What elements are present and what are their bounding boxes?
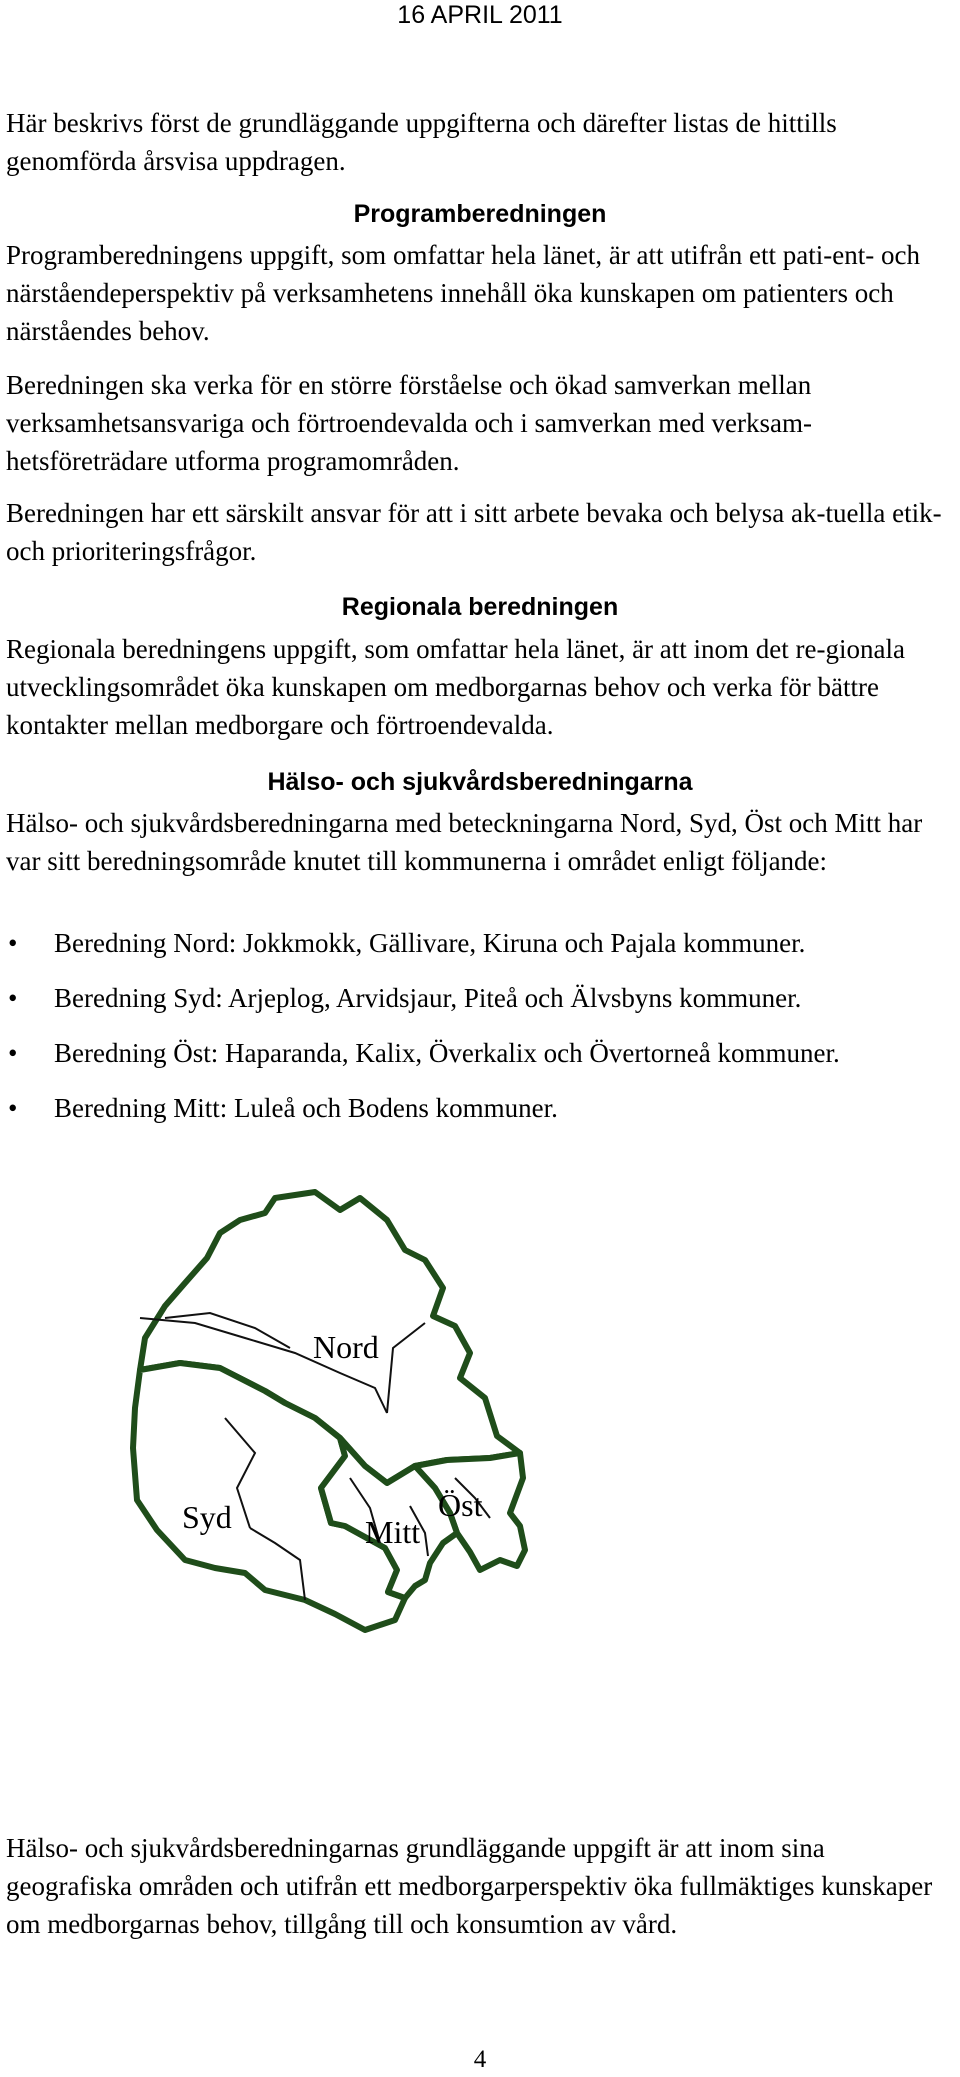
bullet-icon: •	[8, 1038, 18, 1068]
halso-paragraph-1: Hälso- och sjukvårdsberedningarna med beteckningarna Nord, Syd, Öst och Mitt har var sitt beredningsområde knutet till kommunerna i området enligt följande:	[6, 808, 923, 876]
beredning-list	[0, 924, 960, 1144]
page-header-date: 16 APRIL 2011	[397, 1, 563, 29]
list-item-syd	[0, 979, 960, 1034]
regionala-paragraph: Regionala beredningens uppgift, som omfattar hela länet, är att inom det re-gionala utvecklingsområdet öka kunskapen om medborgarnas behov och verka för bättre kontakter mellan medborgare och förtroendevalda.	[6, 634, 905, 740]
list-item-text: Beredning Öst: Haparanda, Kalix, Överkalix och Övertorneå kommuner.	[54, 1038, 840, 1068]
programberedningen-paragraph-1: Programberedningens uppgift, som omfattar hela länet, är att utifrån ett pati-ent- och närståendeperspektiv på verksamhetens innehåll öka kunskapen om patienters och närståendes behov.	[6, 240, 920, 346]
list-item-nord	[0, 924, 960, 979]
list-item-text: Beredning Mitt: Luleå och Bodens kommuner.	[54, 1093, 558, 1123]
heading-halso-och-sjukvardsberedningarna: Hälso- och sjukvårdsberedningarna	[267, 768, 693, 796]
programberedningen-paragraph-3: Beredningen har ett särskilt ansvar för att i sitt arbete bevaka och belysa ak-tuella etik- och prioriteringsfrågor.	[6, 498, 942, 566]
map-label-mitt: Mitt	[365, 1514, 421, 1550]
list-item-ost	[0, 1034, 960, 1089]
bullet-icon: •	[8, 983, 18, 1013]
bullet-icon: •	[8, 1093, 18, 1123]
heading-regionala-beredningen: Regionala beredningen	[341, 593, 619, 621]
county-map	[125, 1188, 705, 1648]
heading-programberedningen: Programberedningen	[353, 200, 607, 228]
map-label-ost: Öst	[438, 1487, 483, 1523]
map-label-nord: Nord	[313, 1329, 379, 1365]
bullet-icon: •	[8, 928, 18, 958]
map-label-syd: Syd	[182, 1499, 232, 1535]
list-item-mitt	[0, 1089, 960, 1144]
intro-paragraph: Här beskrivs först de grundläggande uppgifterna och därefter listas de hittills genomförda årsvisa uppdragen.	[6, 108, 837, 176]
halso-paragraph-2: Hälso- och sjukvårdsberedningarnas grundläggande uppgift är att inom sina geografiska områden och utifrån ett medborgarperspektiv öka fullmäktiges kunskaper om medborgarnas behov, tillgång till och konsumtion av vård.	[6, 1833, 933, 1939]
list-item-text: Beredning Syd: Arjeplog, Arvidsjaur, Piteå och Älvsbyns kommuner.	[54, 983, 802, 1013]
programberedningen-paragraph-2: Beredningen ska verka för en större förståelse och ökad samverkan mellan verksamhetsansvariga och förtroendevalda och i samverkan med verksam-hetsföreträdare utforma programområden.	[6, 370, 812, 476]
list-item-text: Beredning Nord: Jokkmokk, Gällivare, Kiruna och Pajala kommuner.	[54, 928, 806, 958]
page-number: 4	[473, 2046, 487, 2073]
